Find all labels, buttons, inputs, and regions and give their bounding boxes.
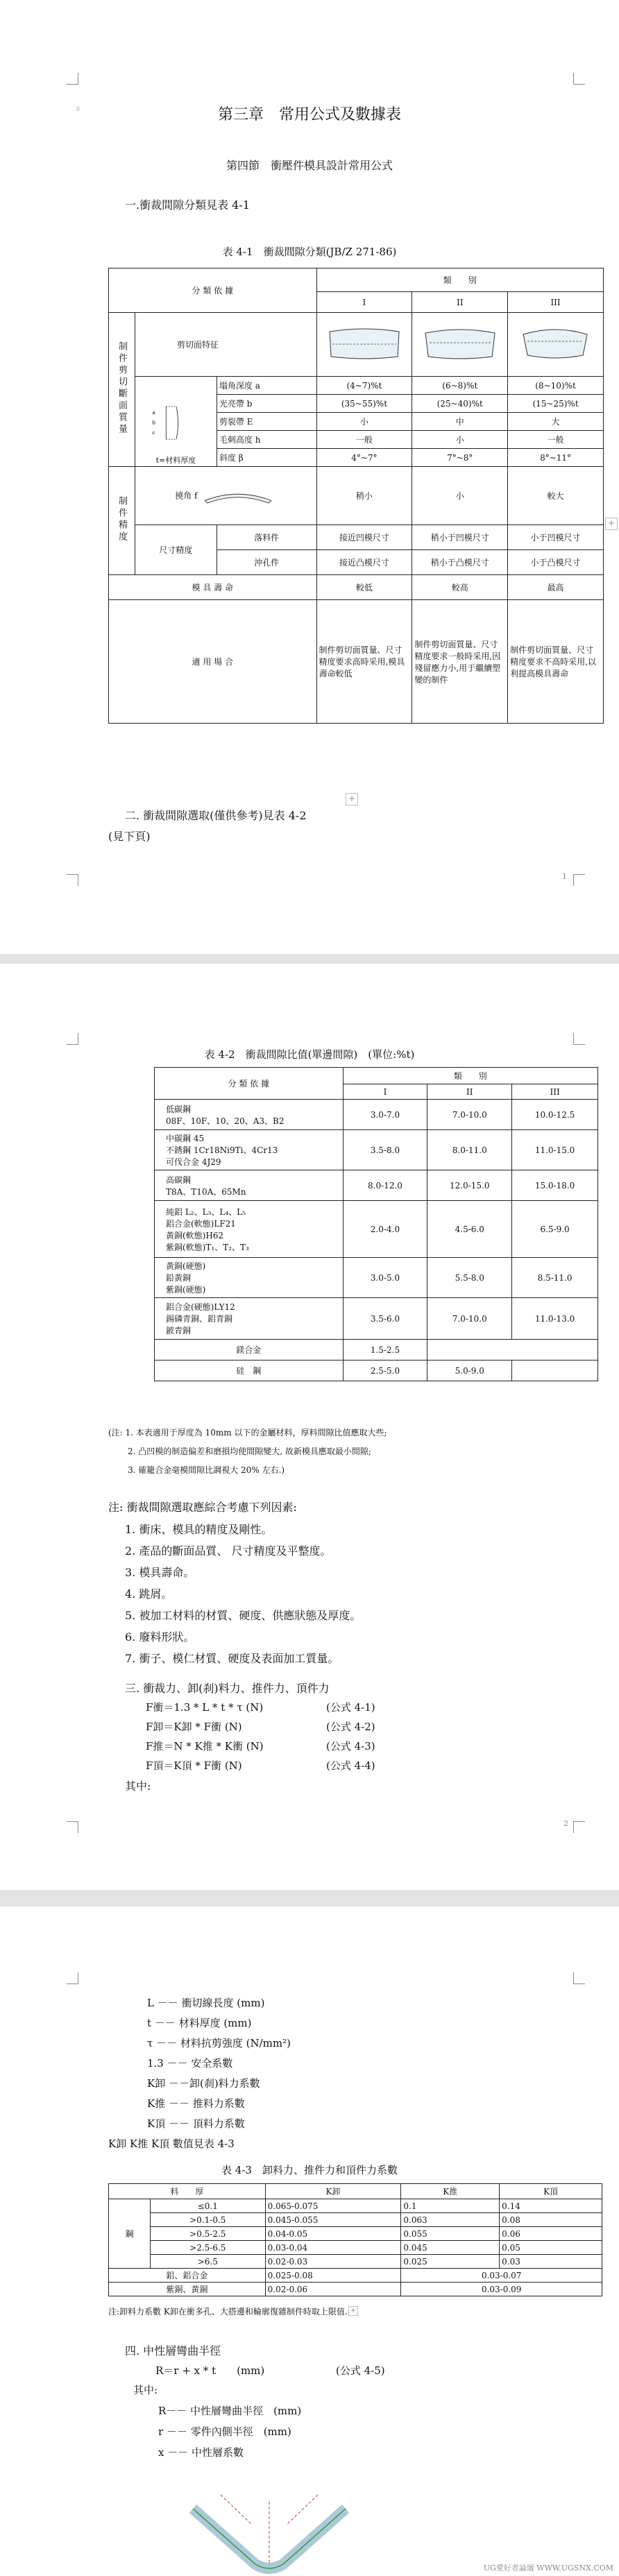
cell: 0.14 bbox=[500, 2199, 602, 2213]
cell: 7°~8° bbox=[412, 449, 508, 467]
cell: 12.0-15.0 bbox=[427, 1170, 512, 1201]
cell: 0.03-0.09 bbox=[401, 2283, 602, 2296]
cell: 0.063 bbox=[401, 2213, 500, 2227]
flatness-label: 撓角 f bbox=[175, 491, 198, 500]
definition: x －－ 中性層系數 bbox=[158, 2446, 244, 2459]
factors-title: 注: 衝裁間隙選取應綜合考慮下列因素: bbox=[108, 1501, 297, 1514]
document-page-3 bbox=[0, 1907, 619, 2576]
cell: 較低 bbox=[316, 575, 412, 600]
cell: 2.5-5.0 bbox=[343, 1360, 427, 1381]
cell: 0.02-0.06 bbox=[265, 2283, 401, 2296]
body-text: K卸 K推 K頂 數值見表 4-3 bbox=[108, 2138, 235, 2150]
clearance-ratio-table bbox=[154, 1067, 598, 1381]
cell: (35~55)%t bbox=[316, 395, 412, 413]
cell: (15~25)%t bbox=[508, 395, 604, 413]
cell: (4~7)%t bbox=[316, 377, 412, 395]
cell: 一般 bbox=[316, 431, 412, 449]
shear-sketch-1 bbox=[316, 313, 412, 377]
cell: 制件剪切面質量、尺寸精度要求高時采用,模具壽命較低 bbox=[316, 600, 412, 724]
add-row-icon[interactable]: + bbox=[348, 2306, 358, 2316]
group-shear-quality: 制件剪切斷面質量 bbox=[109, 313, 135, 467]
factor-item: 5. 被加工材料的材質、硬度、供應狀態及厚度。 bbox=[125, 1609, 362, 1622]
cell: 3.0-7.0 bbox=[343, 1100, 427, 1130]
svg-text:c: c bbox=[152, 429, 155, 436]
definition: K頂 －－ 頂料力系數 bbox=[147, 2117, 245, 2130]
cell: 8.5-11.0 bbox=[512, 1258, 598, 1298]
cell: >0.5-2.5 bbox=[150, 2227, 265, 2241]
definition: L －－ 衝切線長度 (mm) bbox=[147, 1997, 265, 2009]
class-col-3: III bbox=[512, 1084, 598, 1100]
basis-header: 分 類 依 據 bbox=[109, 268, 317, 313]
cell: 3.5-6.0 bbox=[343, 1298, 427, 1340]
col-k-eject: K頂 bbox=[500, 2184, 602, 2199]
class-col-2: II bbox=[412, 292, 508, 313]
cell: 0.045 bbox=[401, 2241, 500, 2255]
material-label: 鎂合金 bbox=[155, 1340, 344, 1360]
factor-item: 4. 跳屑。 bbox=[125, 1587, 173, 1601]
table-note: 注:卸料力系數 K卸在衝多孔、大搭邊和輪廓復雜制件時取上限值. bbox=[108, 2307, 348, 2317]
material-label: 低碳鋼 08F、10F、10、20、A3、B2 bbox=[155, 1100, 344, 1130]
formula-ref: (公式 4-3) bbox=[326, 1740, 375, 1752]
cell: (8~10)%t bbox=[508, 377, 604, 395]
row-label: 塌角深度 a bbox=[217, 377, 316, 395]
cell: >6.5 bbox=[150, 2255, 265, 2269]
cell: 3.5-8.0 bbox=[343, 1130, 427, 1170]
cell: 稍小于凸模尺寸 bbox=[412, 550, 508, 575]
cell: 稍小 bbox=[316, 467, 412, 525]
steel-label: 鋼 bbox=[109, 2199, 151, 2269]
clearance-class-table bbox=[108, 268, 604, 724]
cell: 0.08 bbox=[500, 2213, 602, 2227]
cell: 0.06 bbox=[500, 2227, 602, 2241]
cell: 中 bbox=[412, 413, 508, 431]
definition: R－－ 中性層彎曲半徑 (mm) bbox=[158, 2405, 302, 2417]
definition: r －－ 零件內側半徑 (mm) bbox=[158, 2425, 291, 2438]
item-heading: 二. 衝裁間隙選取(僅供參考)見表 4-2 bbox=[125, 809, 307, 822]
cell: (6~8)%t bbox=[412, 377, 508, 395]
cell: >0.1-0.5 bbox=[150, 2213, 265, 2227]
class-col-1: I bbox=[316, 292, 412, 313]
cell: 1.5-2.5 bbox=[343, 1340, 427, 1360]
class-header: 類 別 bbox=[316, 268, 603, 292]
cell: 0.025 bbox=[401, 2255, 500, 2269]
copper-label: 紫銅、黃銅 bbox=[109, 2283, 266, 2296]
factor-item: 6. 廢料形狀。 bbox=[125, 1630, 195, 1644]
cell: 較大 bbox=[508, 467, 604, 525]
formula-ref: (公式 4-2) bbox=[326, 1721, 375, 1733]
crop-mark bbox=[573, 1972, 585, 1984]
cell: 4°~7° bbox=[316, 449, 412, 467]
table-caption: 表 4-1 衝裁間隙分類(JB/Z 271-86) bbox=[222, 246, 397, 258]
cell: 接近凸模尺寸 bbox=[316, 550, 412, 575]
definition: 1.3 －－ 安全系數 bbox=[147, 2057, 233, 2070]
cell: 0.025-0.08 bbox=[265, 2269, 401, 2283]
col-material: 料 厚 bbox=[109, 2184, 266, 2199]
table-caption: 表 4-3 卸料力、推件力和頂件力系數 bbox=[221, 2164, 398, 2176]
table-note: 2. 凸凹模的制造偏差和磨損均使間隙變大, 故新模具應取最小間隙; bbox=[128, 1447, 371, 1456]
shear-sketch-2 bbox=[412, 313, 508, 377]
definition: t －－ 材料厚度 (mm) bbox=[147, 2017, 252, 2029]
svg-text:a: a bbox=[152, 409, 156, 416]
material-label: 中碳鋼 45 不銹鋼 1Cr18Ni9Ti、4Cr13 可伐合金 4J29 bbox=[155, 1130, 344, 1170]
factor-item: 2. 產品的斷面品質、 尺寸精度及平整度。 bbox=[125, 1544, 332, 1558]
cell: 0.1 bbox=[401, 2199, 500, 2213]
cell: 0.03-0.04 bbox=[265, 2241, 401, 2255]
factor-item: 7. 衝子、模仁材質、硬度及表面加工質量。 bbox=[125, 1652, 339, 1665]
material-label: 鋁合金(硬態)LY12 錫磷青銅、鋁青銅 鈹青銅 bbox=[155, 1298, 344, 1340]
flatness-diagram bbox=[200, 486, 276, 506]
crop-mark bbox=[67, 874, 78, 886]
cell: 11.0-13.0 bbox=[512, 1298, 598, 1340]
cell: 最高 bbox=[508, 575, 604, 600]
add-row-icon[interactable]: + bbox=[346, 793, 358, 805]
site-watermark: UG愛好者論壇 WWW.UGSNX.COM bbox=[483, 2564, 613, 2573]
cell: 一般 bbox=[508, 431, 604, 449]
class-col-2: II bbox=[427, 1084, 512, 1100]
flatness-row bbox=[135, 467, 316, 525]
cell: 0.02-0.03 bbox=[265, 2255, 401, 2269]
cell: 制件剪切面質量、尺寸精度要求一般時采用,因殘留應力小,用于繼續塑變的制件 bbox=[412, 600, 508, 724]
cell: 0.05 bbox=[500, 2241, 602, 2255]
crop-mark bbox=[573, 1821, 585, 1833]
cell: 大 bbox=[508, 413, 604, 431]
definition: τ －－ 材料抗剪強度 (N/mm²) bbox=[147, 2037, 291, 2049]
formula: R＝r + x * t (mm) bbox=[155, 2364, 265, 2377]
row-label: 落料件 bbox=[217, 525, 316, 550]
crop-mark bbox=[573, 874, 585, 886]
document-page-2 bbox=[0, 964, 619, 1890]
chapter-title: 第三章 常用公式及數據表 bbox=[217, 106, 401, 123]
cell: (25~40)%t bbox=[412, 395, 508, 413]
formula-ref: (公式 4-4) bbox=[326, 1759, 375, 1772]
item-heading: 一.衝裁間隙分類見表 4-1 bbox=[125, 198, 250, 212]
body-text: (見下頁) bbox=[108, 830, 151, 843]
cell: >2.5-6.5 bbox=[150, 2241, 265, 2255]
item-heading: 四. 中性層彎曲半徑 bbox=[125, 2344, 221, 2357]
table-caption: 表 4-2 衝裁間隙比值(單邊間隙) (單位:%t) bbox=[204, 1048, 415, 1061]
cell: 4.5-6.0 bbox=[427, 1201, 512, 1258]
application-label: 適 用 場 合 bbox=[109, 600, 317, 724]
row-label: 毛刺高度 h bbox=[217, 431, 316, 449]
shear-zone-diagram bbox=[141, 401, 210, 452]
definition: K卸 －－卸(刹)料力系數 bbox=[147, 2077, 260, 2090]
factor-item: 3. 模具壽命。 bbox=[125, 1566, 195, 1579]
bend-radius-diagram bbox=[179, 2481, 359, 2576]
cell: 3.0-5.0 bbox=[343, 1258, 427, 1298]
cell: 5.0-9.0 bbox=[427, 1360, 512, 1381]
row-label: 沖孔件 bbox=[217, 550, 316, 575]
cell: 6.5-9.0 bbox=[512, 1201, 598, 1258]
cell: 小于凹模尺寸 bbox=[508, 525, 604, 550]
shear-diagram bbox=[135, 377, 217, 467]
move-handle-icon[interactable]: ⁞⁞ bbox=[76, 106, 80, 113]
cell: 10.0-12.5 bbox=[512, 1100, 598, 1130]
definition: K推 －－ 推料力系數 bbox=[147, 2097, 245, 2110]
cell: 8.0-12.0 bbox=[343, 1170, 427, 1201]
formula: F推＝N * K推 * K衝 (N) bbox=[146, 1740, 264, 1752]
cell: 小于凸模尺寸 bbox=[508, 550, 604, 575]
document-page-1 bbox=[0, 0, 619, 954]
formula: F卸＝K卸 * F衝 (N) bbox=[146, 1721, 242, 1733]
material-label: 高碳鋼 T8A、T10A、65Mn bbox=[155, 1170, 344, 1201]
cell: 小 bbox=[316, 413, 412, 431]
crop-mark bbox=[573, 73, 585, 85]
crop-mark bbox=[67, 1972, 78, 1984]
section-title: 第四節 衝壓件模具設計常用公式 bbox=[226, 159, 393, 172]
formula: F衝＝1.3 * L * t * τ (N) bbox=[146, 1701, 264, 1714]
cell: 0.04-0.05 bbox=[265, 2227, 401, 2241]
aluminum-label: 鋁、鋁合金 bbox=[109, 2269, 266, 2283]
cell: 0.03 bbox=[500, 2255, 602, 2269]
page-number: 1 bbox=[562, 872, 567, 881]
svg-text:b: b bbox=[152, 419, 156, 426]
table-note: (注: 1. 本表適用于厚度為 10mm 以下的金屬材料，厚料間隙比值應取大些; bbox=[108, 1428, 387, 1438]
material-label: 黃銅(硬態) 鉛黃銅 紫銅(硬態) bbox=[155, 1258, 344, 1298]
class-header: 類 別 bbox=[343, 1068, 597, 1084]
table-note: 3. 確籠合金毫模間隙比調視大 20% 左右.) bbox=[128, 1465, 285, 1475]
cell: 0.065-0.075 bbox=[265, 2199, 401, 2213]
cell: 8°~11° bbox=[508, 449, 604, 467]
size-precision-label: 尺寸精度 bbox=[135, 525, 217, 575]
col-k-push: K推 bbox=[401, 2184, 500, 2199]
thickness-label: t=材料厚度 bbox=[155, 456, 196, 465]
factor-item: 1. 衝床、模具的精度及剛性。 bbox=[125, 1523, 273, 1536]
cell: 2.0-4.0 bbox=[343, 1201, 427, 1258]
cell bbox=[512, 1360, 598, 1381]
col-k-unload: K卸 bbox=[265, 2184, 401, 2199]
body-text: 其中: bbox=[133, 2384, 158, 2396]
basis-header: 分 類 依 據 bbox=[155, 1068, 344, 1100]
cell: 0.03-0.07 bbox=[401, 2269, 602, 2283]
formula: F頂＝K頂 * F衝 (N) bbox=[146, 1759, 242, 1772]
cell: 小 bbox=[412, 431, 508, 449]
cell: 0.045-0.055 bbox=[265, 2213, 401, 2227]
class-col-3: III bbox=[508, 292, 604, 313]
cell: 7.0-10.0 bbox=[427, 1100, 512, 1130]
force-coefficient-table bbox=[108, 2183, 602, 2296]
body-text: 其中: bbox=[125, 1780, 151, 1793]
group-precision: 制件精度 bbox=[109, 467, 135, 575]
page-number: 2 bbox=[563, 1819, 568, 1828]
crop-mark bbox=[573, 1033, 585, 1045]
class-col-1: I bbox=[343, 1084, 427, 1100]
item-heading: 三. 衝裁力、卸(刹)料力、推件力、頂件力 bbox=[125, 1682, 330, 1695]
cell: 較高 bbox=[412, 575, 508, 600]
cell: 11.0-15.0 bbox=[512, 1130, 598, 1170]
cell: 接近凹模尺寸 bbox=[316, 525, 412, 550]
die-life-label: 模 具 壽 命 bbox=[109, 575, 317, 600]
formula-ref: (公式 4-1) bbox=[326, 1701, 375, 1714]
row-label: 剪裂帶 E bbox=[217, 413, 316, 431]
crop-mark bbox=[67, 73, 78, 85]
formula-ref: (公式 4-5) bbox=[336, 2364, 385, 2377]
row-label: 斜度 β bbox=[217, 449, 316, 467]
cell: 8.0-11.0 bbox=[427, 1130, 512, 1170]
shear-sketch-3 bbox=[508, 313, 604, 377]
cell: 0.055 bbox=[401, 2227, 500, 2241]
cell: 15.0-18.0 bbox=[512, 1170, 598, 1201]
crop-mark bbox=[67, 1033, 78, 1045]
feature-label: 剪切面特征 bbox=[135, 313, 316, 377]
material-label: 純鋁 L₂、L₃、L₄、L₅ 鋁合金(軟態)LF21 黃銅(軟態)H62 紫銅(軟態)T₁、T₂、T₃ bbox=[155, 1201, 344, 1258]
cell bbox=[427, 1340, 598, 1360]
crop-mark bbox=[67, 1821, 78, 1833]
cell: 小 bbox=[412, 467, 508, 525]
add-column-icon[interactable]: + bbox=[605, 518, 618, 530]
cell: 5.5-8.0 bbox=[427, 1258, 512, 1298]
row-label: 光亮帶 b bbox=[217, 395, 316, 413]
cell: 制件剪切面質量、尺寸精度要求不高時采用,以利提高模具壽命 bbox=[508, 600, 604, 724]
cell: 稍小于凹模尺寸 bbox=[412, 525, 508, 550]
material-label: 硅 鋼 bbox=[155, 1360, 344, 1381]
cell: ≤0.1 bbox=[150, 2199, 265, 2213]
cell: 7.0-10.0 bbox=[427, 1298, 512, 1340]
